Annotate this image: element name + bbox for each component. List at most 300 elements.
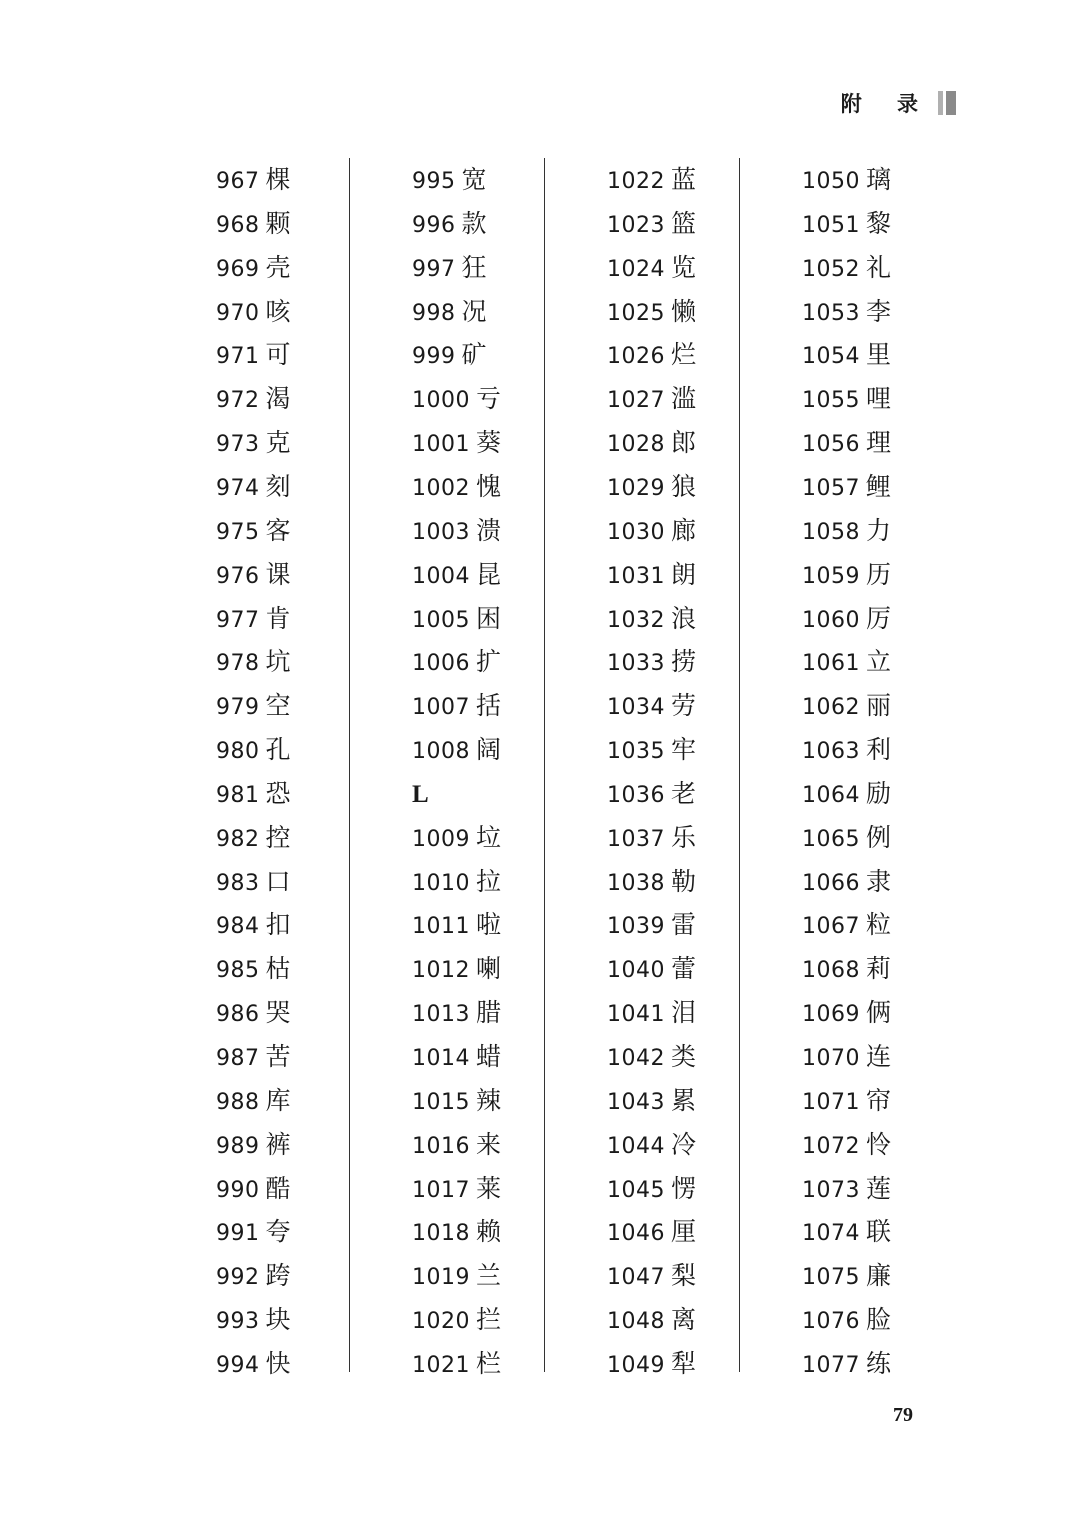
- entry-number: 1014: [412, 1046, 470, 1071]
- entry-number: 988: [216, 1089, 260, 1115]
- list-item: [802, 290, 891, 334]
- entry-number: 1040: [607, 958, 665, 984]
- entry-number: 972: [216, 388, 260, 414]
- list-item: [802, 202, 891, 246]
- entry-number: 1027: [607, 388, 665, 414]
- list-item: [412, 246, 487, 290]
- entry-character: 累: [671, 1085, 697, 1115]
- entry-character: 狼: [671, 471, 697, 501]
- entry-number: 1046: [607, 1221, 665, 1247]
- entry-character: 勒: [671, 866, 697, 896]
- entry-character: 拦: [476, 1305, 502, 1335]
- entry-number: 1017: [412, 1177, 470, 1203]
- entry-number: 1044: [607, 1133, 665, 1159]
- entry-number: 1006: [412, 651, 470, 677]
- list-item: [607, 465, 696, 509]
- entry-number: 991: [216, 1221, 260, 1247]
- list-item: [216, 1167, 291, 1211]
- list-item: [412, 597, 501, 641]
- entry-number: 967: [216, 169, 260, 194]
- entry-character: 劳: [671, 691, 697, 721]
- list-item: [607, 1167, 696, 1211]
- list-item: [412, 509, 501, 553]
- entry-number: 1070: [802, 1046, 860, 1071]
- entry-character: 渴: [265, 384, 291, 414]
- entry-character: 枯: [265, 954, 291, 984]
- entry-number: 980: [216, 739, 260, 765]
- entry-number: 1023: [607, 212, 665, 238]
- entry-character: 空: [265, 691, 291, 721]
- entry-character: 帘: [866, 1085, 892, 1115]
- entry-character: 辣: [476, 1085, 502, 1115]
- list-item: [802, 816, 891, 860]
- list-item: [802, 991, 891, 1035]
- list-item: [216, 640, 291, 684]
- list-item: [607, 1254, 696, 1298]
- entry-number: 1034: [607, 695, 665, 721]
- list-item: [802, 947, 891, 991]
- entry-character: 雷: [671, 910, 697, 940]
- entry-character: 困: [476, 603, 502, 633]
- entry-character: 酷: [265, 1173, 291, 1203]
- entry-number: 1077: [802, 1352, 860, 1378]
- entry-number: 1015: [412, 1089, 470, 1115]
- entry-character: 莉: [866, 954, 892, 984]
- list-item: [216, 1210, 291, 1254]
- entry-number: 1066: [802, 870, 860, 896]
- entry-character: 黎: [866, 208, 892, 238]
- entry-number: 1065: [802, 826, 860, 852]
- entry-character: 跨: [265, 1261, 291, 1291]
- list-item: [216, 1342, 291, 1386]
- list-item: [607, 377, 696, 421]
- list-item: [607, 1079, 696, 1123]
- list-item: [412, 728, 501, 772]
- entry-number: 1067: [802, 914, 860, 940]
- list-item: [412, 421, 501, 465]
- entry-number: 987: [216, 1046, 260, 1071]
- list-item: [802, 246, 891, 290]
- entry-character: 棵: [265, 165, 291, 194]
- entry-character: 脸: [866, 1305, 892, 1335]
- list-item: [607, 509, 696, 553]
- list-item: [607, 772, 696, 816]
- entry-number: 1024: [607, 256, 665, 282]
- entry-number: 981: [216, 782, 260, 808]
- entry-number: 1052: [802, 256, 860, 282]
- entry-character: 夸: [265, 1217, 291, 1247]
- entry-number: 1025: [607, 300, 665, 326]
- list-item: [412, 290, 487, 334]
- entry-character: 愧: [476, 471, 502, 501]
- entry-character: 捞: [671, 647, 697, 677]
- entry-character: 丽: [866, 691, 892, 721]
- entry-character: 梨: [671, 1261, 697, 1291]
- entry-number: 1004: [412, 563, 470, 589]
- entry-character: 滥: [671, 384, 697, 414]
- character-list: [0, 158, 1088, 1378]
- entry-character: 俩: [866, 998, 892, 1028]
- entry-number: 1051: [802, 212, 860, 238]
- entry-number: 1059: [802, 563, 860, 589]
- list-item: [607, 684, 696, 728]
- entry-character: 颗: [265, 208, 291, 238]
- list-item: [607, 1342, 696, 1386]
- list-item: [216, 1035, 291, 1079]
- list-item: [802, 1254, 891, 1298]
- list-item: [802, 553, 891, 597]
- entry-character: 来: [476, 1129, 502, 1159]
- entry-character: 览: [671, 252, 697, 282]
- entry-character: 可: [265, 340, 291, 370]
- entry-character: 蕾: [671, 954, 697, 984]
- entry-character: 里: [866, 340, 892, 370]
- list-item: [607, 1123, 696, 1167]
- list-item: [412, 816, 501, 860]
- column-3: [544, 158, 740, 1378]
- entry-character: 垃: [476, 822, 502, 852]
- entry-number: 994: [216, 1352, 260, 1378]
- entry-number: 1018: [412, 1221, 470, 1247]
- entry-number: 977: [216, 607, 260, 633]
- list-item: [802, 465, 891, 509]
- list-item: [607, 290, 696, 334]
- entry-number: 1007: [412, 695, 470, 721]
- list-item: [412, 1342, 501, 1386]
- entry-character: 理: [866, 428, 892, 458]
- entry-number: 1013: [412, 1002, 470, 1028]
- entry-character: 况: [461, 296, 487, 326]
- list-item: [802, 728, 891, 772]
- list-item: [216, 1298, 291, 1342]
- entry-character: 扣: [265, 910, 291, 940]
- list-item: [607, 816, 696, 860]
- list-item: [802, 1342, 891, 1386]
- entry-character: 扩: [476, 647, 502, 677]
- list-item: [216, 202, 291, 246]
- list-item: [216, 1123, 291, 1167]
- entry-number: 1045: [607, 1177, 665, 1203]
- entry-character: 廊: [671, 515, 697, 545]
- entry-character: 款: [461, 208, 487, 238]
- entry-number: 978: [216, 651, 260, 677]
- list-item: [216, 597, 291, 641]
- entry-number: 1038: [607, 870, 665, 896]
- list-item: [802, 509, 891, 553]
- list-item: [216, 860, 291, 904]
- page-number: 79: [893, 1404, 913, 1426]
- list-item: [607, 1210, 696, 1254]
- entry-number: 1073: [802, 1177, 860, 1203]
- entry-character: 刻: [265, 471, 291, 501]
- entry-number: 1028: [607, 432, 665, 458]
- list-item: [607, 158, 696, 202]
- list-item: [412, 860, 501, 904]
- list-item: [802, 1123, 891, 1167]
- list-item: [412, 947, 501, 991]
- list-item: [607, 246, 696, 290]
- list-item: [802, 1035, 891, 1079]
- list-item: [607, 947, 696, 991]
- entry-number: 1002: [412, 475, 470, 501]
- entry-number: 982: [216, 826, 260, 852]
- entry-character: 立: [866, 647, 892, 677]
- list-item: [412, 202, 487, 246]
- entry-number: 1043: [607, 1089, 665, 1115]
- entry-number: 1063: [802, 739, 860, 765]
- entry-number: 1049: [607, 1352, 665, 1378]
- list-item: [607, 597, 696, 641]
- entry-number: 993: [216, 1309, 260, 1335]
- entry-character: 粒: [866, 910, 892, 940]
- entry-number: 983: [216, 870, 260, 896]
- list-item: [216, 684, 291, 728]
- entry-character: 咳: [265, 296, 291, 326]
- entry-number: 1053: [802, 300, 860, 326]
- list-item: [802, 377, 891, 421]
- entry-character: 老: [671, 778, 697, 808]
- entry-number: 1005: [412, 607, 470, 633]
- entry-character: 腊: [476, 998, 502, 1028]
- entry-number: 976: [216, 563, 260, 589]
- entry-character: 壳: [265, 252, 291, 282]
- entry-character: 口: [265, 866, 291, 896]
- entry-character: 犁: [671, 1348, 697, 1378]
- list-item: [412, 903, 501, 947]
- entry-character: 愣: [671, 1173, 697, 1203]
- list-item: [607, 202, 696, 246]
- entry-number: 1050: [802, 169, 860, 194]
- entry-character: 郎: [671, 428, 697, 458]
- entry-character: 牢: [671, 735, 697, 765]
- entry-character: 廉: [866, 1261, 892, 1291]
- list-item: [607, 728, 696, 772]
- entry-character: 冷: [671, 1129, 697, 1159]
- entry-number: 1011: [412, 914, 470, 940]
- list-item: [216, 947, 291, 991]
- entry-character: 兰: [476, 1261, 502, 1291]
- list-item: [216, 772, 291, 816]
- entry-character: 控: [265, 822, 291, 852]
- entry-character: 鲤: [866, 471, 892, 501]
- list-item: [216, 421, 291, 465]
- list-item: [412, 465, 501, 509]
- entry-character: 连: [866, 1042, 892, 1071]
- entry-number: 1031: [607, 563, 665, 589]
- entry-number: 1033: [607, 651, 665, 677]
- entry-character: 溃: [476, 515, 502, 545]
- entry-character: 朗: [671, 559, 697, 589]
- entry-number: 1039: [607, 914, 665, 940]
- entry-number: 992: [216, 1265, 260, 1291]
- entry-number: 1075: [802, 1265, 860, 1291]
- header-bars-ornament: [938, 91, 956, 115]
- entry-number: 968: [216, 212, 260, 238]
- entry-number: 1056: [802, 432, 860, 458]
- entry-character: 例: [866, 822, 892, 852]
- header-title: 附 录: [840, 92, 932, 116]
- list-item: [802, 903, 891, 947]
- list-item: [802, 1167, 891, 1211]
- entry-character: 怜: [866, 1129, 892, 1159]
- entry-character: 烂: [671, 340, 697, 370]
- entry-number: 1008: [412, 739, 470, 765]
- entry-number: 1076: [802, 1309, 860, 1335]
- entry-number: 1026: [607, 344, 665, 370]
- list-item: [412, 158, 487, 202]
- entry-number: 1057: [802, 475, 860, 501]
- entry-number: 970: [216, 300, 260, 326]
- list-item: [216, 553, 291, 597]
- entry-character: 苦: [265, 1042, 291, 1071]
- list-item: [412, 640, 501, 684]
- entry-number: 975: [216, 519, 260, 545]
- entry-character: 乐: [671, 822, 697, 852]
- list-item: [607, 1298, 696, 1342]
- entry-character: 块: [265, 1305, 291, 1335]
- entry-number: 1000: [412, 388, 470, 414]
- entry-character: 快: [265, 1348, 291, 1378]
- list-item: [412, 1035, 501, 1079]
- entry-character: 类: [671, 1042, 697, 1071]
- entry-number: 985: [216, 958, 260, 984]
- list-item: [607, 860, 696, 904]
- list-item: [412, 684, 501, 728]
- entry-number: 1054: [802, 344, 860, 370]
- entry-character: 亏: [476, 384, 502, 414]
- section-letter-label: L: [412, 780, 429, 808]
- entry-character: 利: [866, 735, 892, 765]
- entry-character: 客: [265, 515, 291, 545]
- list-item: [802, 1079, 891, 1123]
- entry-number: 1036: [607, 782, 665, 808]
- list-item: [802, 421, 891, 465]
- entry-number: 986: [216, 1002, 260, 1028]
- entry-number: 1029: [607, 475, 665, 501]
- list-item: [216, 509, 291, 553]
- entry-character: 蓝: [671, 165, 697, 194]
- section-letter: [412, 772, 429, 816]
- entry-character: 离: [671, 1305, 697, 1335]
- entry-number: 984: [216, 914, 260, 940]
- entry-character: 莱: [476, 1173, 502, 1203]
- entry-number: 973: [216, 432, 260, 458]
- entry-number: 998: [412, 300, 456, 326]
- list-item: [216, 728, 291, 772]
- running-header: [841, 88, 956, 118]
- list-item: [216, 290, 291, 334]
- entry-number: 1069: [802, 1002, 860, 1028]
- entry-number: 974: [216, 475, 260, 501]
- list-item: [607, 1035, 696, 1079]
- entry-character: 历: [866, 559, 892, 589]
- entry-number: 1068: [802, 958, 860, 984]
- column-1: [153, 158, 350, 1378]
- header-bar-thin: [938, 91, 943, 115]
- list-item: [216, 1079, 291, 1123]
- entry-character: 璃: [866, 165, 892, 194]
- list-item: [802, 684, 891, 728]
- entry-number: 1003: [412, 519, 470, 545]
- entry-number: 1064: [802, 782, 860, 808]
- entry-character: 励: [866, 778, 892, 808]
- entry-number: 1072: [802, 1133, 860, 1159]
- column-4: [739, 158, 934, 1378]
- entry-number: 990: [216, 1177, 260, 1203]
- list-item: [216, 333, 291, 377]
- entry-character: 蜡: [476, 1042, 502, 1071]
- entry-character: 篮: [671, 208, 697, 238]
- entry-number: 1009: [412, 826, 470, 852]
- entry-number: 1037: [607, 826, 665, 852]
- entry-character: 力: [866, 515, 892, 545]
- entry-character: 恐: [265, 778, 291, 808]
- list-item: [412, 1123, 501, 1167]
- list-item: [216, 377, 291, 421]
- entry-number: 1055: [802, 388, 860, 414]
- entry-number: 1041: [607, 1002, 665, 1028]
- list-item: [412, 553, 501, 597]
- entry-number: 1060: [802, 607, 860, 633]
- list-item: [412, 1210, 501, 1254]
- entry-number: 996: [412, 212, 456, 238]
- entry-character: 浪: [671, 603, 697, 633]
- list-item: [412, 1298, 501, 1342]
- list-item: [802, 772, 891, 816]
- entry-number: 969: [216, 256, 260, 282]
- entry-character: 克: [265, 428, 291, 458]
- entry-number: 1020: [412, 1309, 470, 1335]
- entry-character: 赖: [476, 1217, 502, 1247]
- entry-character: 厉: [866, 603, 892, 633]
- entry-number: 979: [216, 695, 260, 721]
- entry-character: 莲: [866, 1173, 892, 1203]
- entry-character: 括: [476, 691, 502, 721]
- entry-number: 1035: [607, 739, 665, 765]
- list-item: [216, 1254, 291, 1298]
- list-item: [802, 158, 891, 202]
- entry-number: 989: [216, 1133, 260, 1159]
- list-item: [216, 465, 291, 509]
- entry-character: 库: [265, 1085, 291, 1115]
- entry-character: 栏: [476, 1348, 502, 1378]
- entry-character: 泪: [671, 998, 697, 1028]
- list-item: [802, 333, 891, 377]
- entry-character: 哩: [866, 384, 892, 414]
- entry-number: 997: [412, 256, 456, 282]
- list-item: [412, 333, 487, 377]
- list-item: [802, 640, 891, 684]
- list-item: [216, 816, 291, 860]
- entry-character: 厘: [671, 1217, 697, 1247]
- entry-character: 拉: [476, 866, 502, 896]
- entry-character: 懒: [671, 296, 697, 326]
- list-item: [607, 991, 696, 1035]
- list-item: [412, 377, 501, 421]
- list-item: [412, 1079, 501, 1123]
- entry-character: 喇: [476, 954, 502, 984]
- list-item: [802, 860, 891, 904]
- entry-character: 矿: [461, 340, 487, 370]
- entry-character: 肯: [265, 603, 291, 633]
- entry-number: 1071: [802, 1089, 860, 1115]
- list-item: [802, 1298, 891, 1342]
- entry-character: 阔: [476, 735, 502, 765]
- entry-number: 1001: [412, 432, 470, 458]
- entry-character: 狂: [461, 252, 487, 282]
- list-item: [607, 333, 696, 377]
- list-item: [802, 597, 891, 641]
